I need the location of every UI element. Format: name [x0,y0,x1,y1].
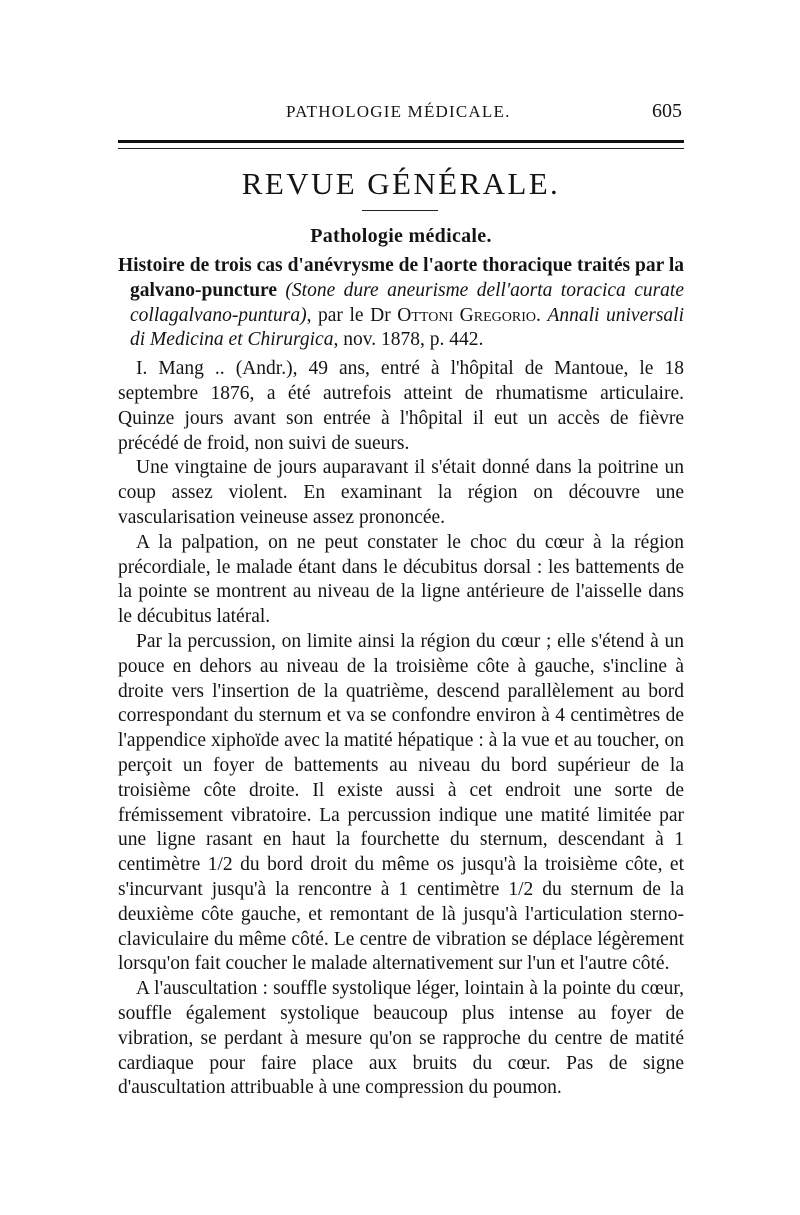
article-by: , par le Dr [306,304,398,326]
header-rule-thin [118,148,684,149]
article-author: Ottoni Gregorio [397,304,536,326]
body-text [118,254,684,1101]
article-journal: Annali universali di Medicina et Chirurgica [130,304,684,351]
section-heading: Pathologie médicale. [310,225,492,247]
article-citation: , nov. 1878, p. 442. [333,329,484,351]
paragraph: A la palpation, on ne peut constater le choc du cœur à la région précordiale, le malade étant dans le décubitus dorsal : les battements de la pointe se montrent au niveau de la ligne antérieure de l'aisselle dans le décubitus latéral. [118,531,684,628]
article-title: Histoire de trois cas d'anévrysme de l'aorte thoracique traités par la galvano-puncture (Stone dure aneurisme dell'aorta toracica curate collagalvano-puntura), par le Dr Ottoni Gregorio. Annali universali di Medicina et Chirurgica, nov. 1878, p. 442. [118,255,685,351]
paragraph: I. Mang .. (Andr.), 49 ans, entré à l'hôpital de Mantoue, le 18 septembre 1876, a été autrefois atteint de rhumatisme articulaire. Quinze jours avant son entrée à l'hôpital il eut un accès de fièvre précédé de froid, non suivi de sueurs. [118,358,684,454]
title-divider [362,210,438,211]
running-head-title: PATHOLOGIE MÉDICALE. [286,102,511,121]
header-rule-thick [118,140,684,143]
article-title-bold: Histoire de trois cas d'anévrysme de l'aorte thoracique traités par la galvano-puncture [118,255,684,301]
page-title: REVUE GÉNÉRALE. [241,166,561,201]
article-italian-title: (Stone dure aneurisme dell'aorta toracica curate collagalvano-puntura) [130,279,685,326]
paragraph: Par la percussion, on limite ainsi la région du cœur ; elle s'étend à un pouce en dehors au niveau de la troisième côte à gauche, s'incline à droite vers l'insertion de la quatrième, descend parallèlement au bord correspondant du sternum et va se confondre environ à 4 centimètres de l'appendice xiphoïde avec la matité hépatique : à la vue et au toucher, on perçoit un foyer de battements au niveau du bord supérieur de la troisième côte droite. Il existe aussi à cet endroit une sorte de frémissement vibratoire. La percussion indique une matité limitée par une ligne rasant en haut la fourchette du sternum, descendant à 1 centimètre 1/2 du bord droit du même os jusqu'à la troisième côte, et s'incurvant jusqu'à la rencontre à 1 centimètre 1/2 du sternum de la deuxième côte gauche, et remontant de là jusqu'à l'articulation sterno-claviculaire du même côté. Le centre de vibration se déplace légèrement lorsqu'on fait coucher le malade alternativement sur l'un et l'autre côté. [118,630,684,975]
paragraph: A l'auscultation : souffle systolique léger, lointain à la pointe du cœur, souffle également systolique beaucoup plus intense au foyer de vibration, se perdant à mesure qu'on se rapproche du centre de matité cardiaque pour faire place aux bruits du cœur. Pas de signe d'auscultation attribuable à une compression du poumon. [118,978,684,1099]
page-number: 605 [652,100,682,122]
paragraph: Une vingtaine de jours auparavant il s'était donné dans la poitrine un coup assez violent. En examinant la région on découvre une vascularisation veineuse assez prononcée. [118,457,684,528]
running-head [118,100,684,124]
